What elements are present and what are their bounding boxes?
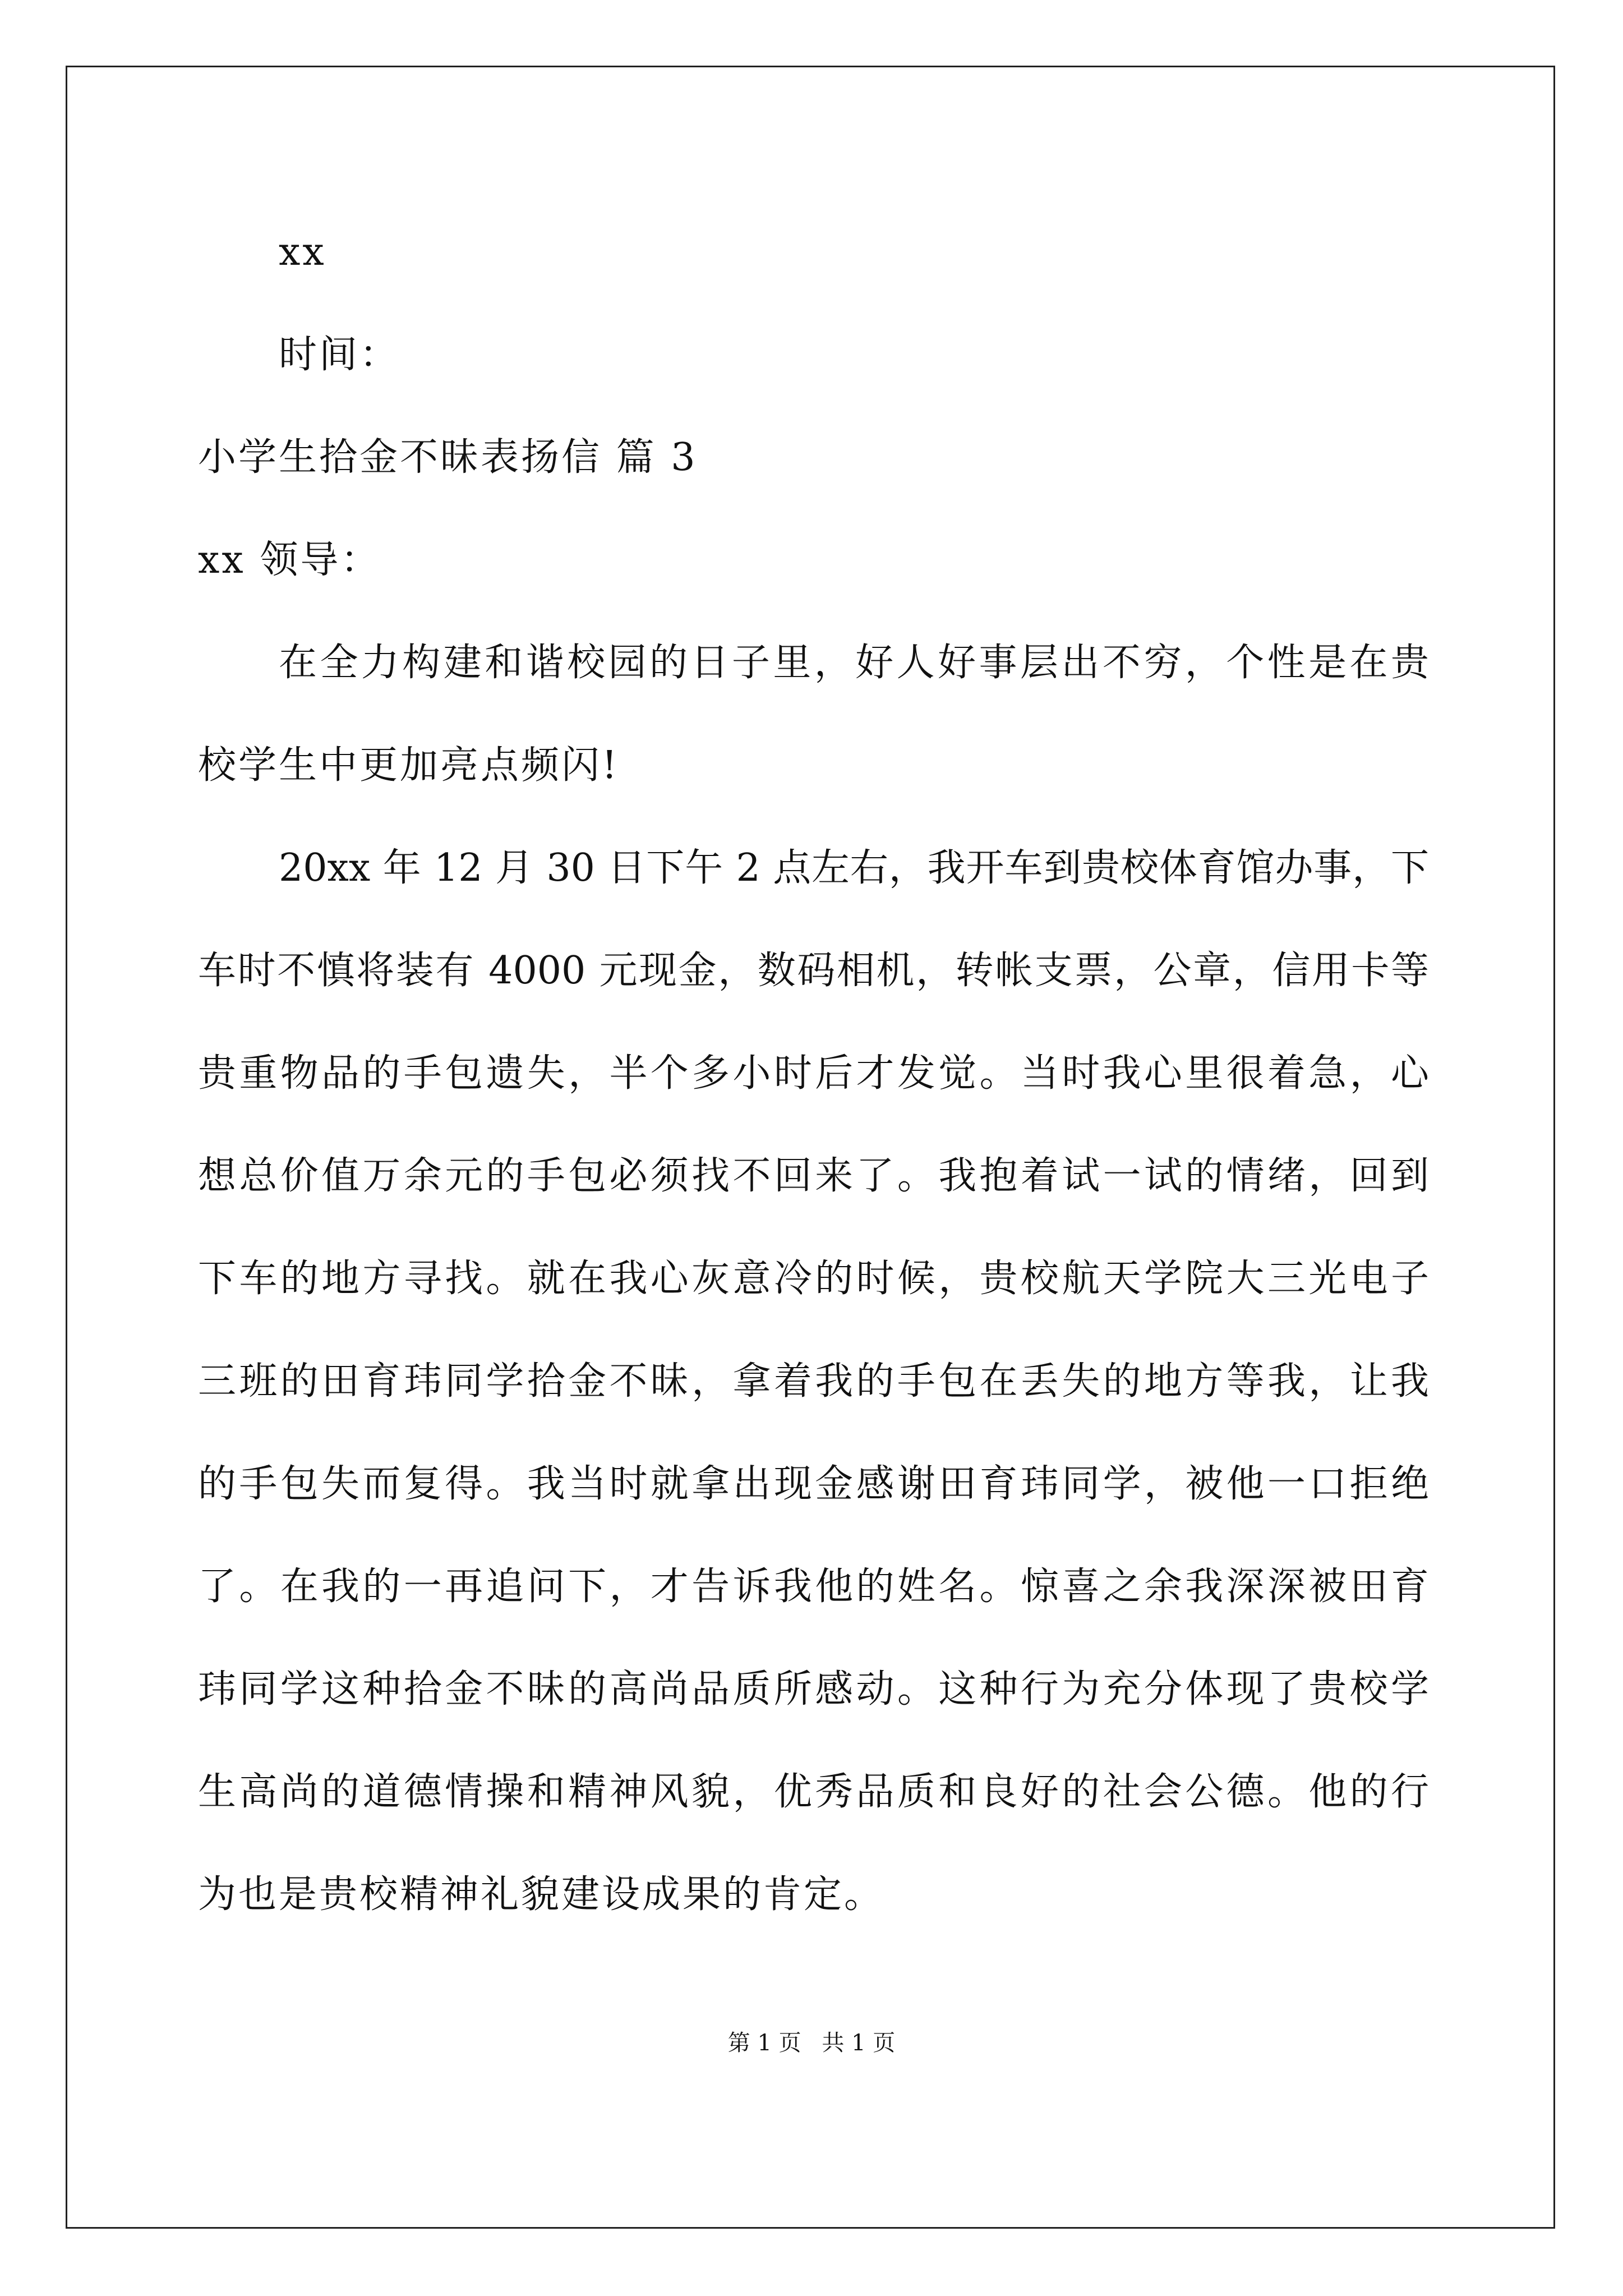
page-number: 第 1 页	[727, 2030, 801, 2056]
page-footer	[0, 2026, 1623, 2060]
paragraph-line: 想总价值万余元的手包必须找不回来了。我抱着试一试的情绪，回到	[198, 1154, 1429, 1198]
paragraph-line: 20xx 年 12 月 30 日下午 2 点左右，我开车到贵校体育馆办事，下	[279, 846, 1429, 890]
paragraph-line: 的手包失而复得。我当时就拿出现金感谢田育玮同学，被他一口拒绝	[198, 1462, 1429, 1506]
paragraph-line: 车时不慎将装有 4000 元现金，数码相机，转帐支票，公章，信用卡等	[198, 949, 1429, 993]
paragraph-line: 生高尚的道德情操和精神风貌，优秀品质和良好的社会公德。他的行	[198, 1770, 1429, 1814]
addressee: xx 领导：	[198, 538, 381, 582]
salutation-placeholder: xx	[279, 230, 326, 274]
paragraph-line: 为也是贵校精神礼貌建设成果的肯定。	[198, 1872, 885, 1917]
paragraph-line: 在全力构建和谐校园的日子里，好人好事层出不穷，个性是在贵	[279, 641, 1429, 685]
paragraph-line: 了。在我的一再追问下，才告诉我他的姓名。惊喜之余我深深被田育	[198, 1565, 1429, 1609]
section-title: 小学生拾金不昧表扬信 篇 3	[198, 435, 698, 480]
paragraph-line: 下车的地方寻找。就在我心灰意冷的时候，贵校航天学院大三光电子	[198, 1257, 1429, 1301]
paragraph-line: 贵重物品的手包遗失，半个多小时后才发觉。当时我心里很着急，心	[198, 1051, 1429, 1096]
paragraph-line: 三班的田育玮同学拾金不昧，拿着我的手包在丢失的地方等我，让我	[198, 1359, 1429, 1404]
paragraph-line: 玮同学这种拾金不昧的高尚品质所感动。这种行为充分体现了贵校学	[198, 1667, 1429, 1711]
page-total: 共 1 页	[822, 2030, 896, 2056]
paragraph-line: 校学生中更加亮点频闪!	[198, 743, 620, 788]
time-label: 时间：	[279, 333, 400, 377]
